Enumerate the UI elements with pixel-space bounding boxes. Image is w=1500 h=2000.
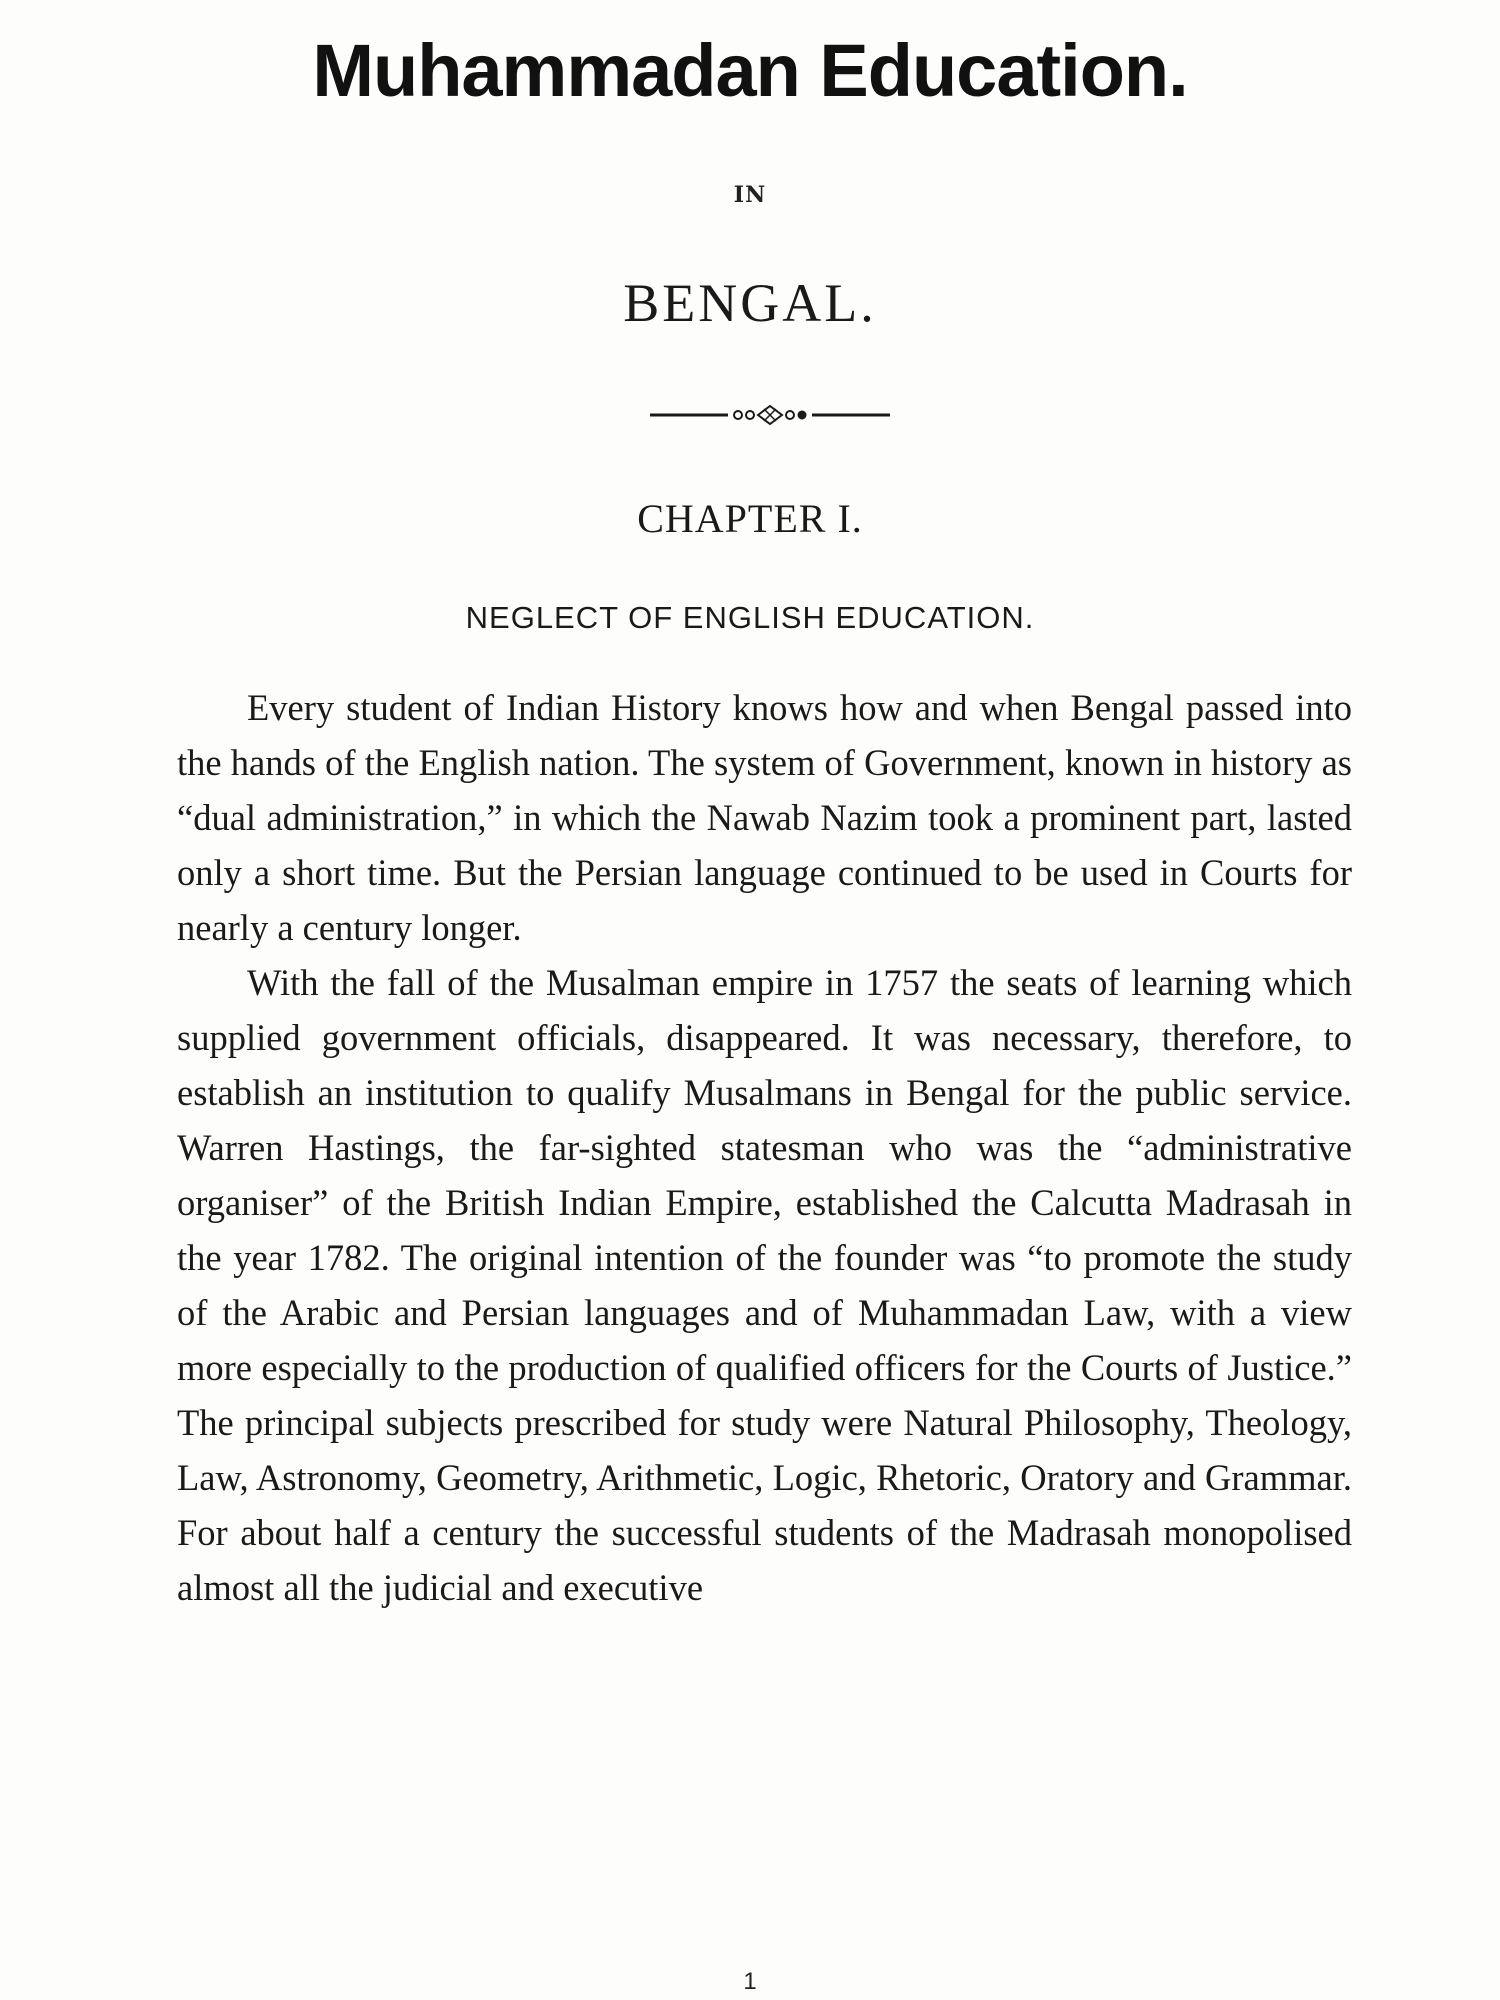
paragraph: With the fall of the Musalman empire in 1757 the seats of learning which supplied government officials, disappeared. It was necessary, therefore, to establish an institution to qualify Musalmans in Bengal for the public service. Warren Hastings, the far-sighted statesman who was the “administrative organiser” of the British Indian Empire, established the Calcutta Madrasah in the year 1782. The original intention of the founder was “to promote the study of the Arabic and Persian languages and of Muhammadan Law, with a view more especially to the production of qualified officers for the Courts of Justice.” The principal subjects prescribed for study were Natural Philosophy, Theology, Law, Astronomy, Geometry, Arithmetic, Logic, Rhetoric, Oratory and Grammar. For about half a century the successful students of the Madrasah monopolised almost all the judicial and executive: [177, 962, 1352, 1608]
chapter-heading: CHAPTER I.: [637, 496, 863, 541]
page-title: Muhammadan Education.: [312, 29, 1188, 112]
decorative-rule-icon: [650, 400, 890, 430]
page-number: 1: [743, 1968, 757, 1995]
title-place: BENGAL.: [623, 273, 877, 333]
paragraph: Every student of Indian History knows how and when Bengal passed into the hands of the English nation. The system of Government, known in history as “dual administration,” in which the Nawab Nazim took a prominent part, lasted only a short time. But the Persian language continued to be used in Courts for nearly a century longer.: [177, 687, 1352, 948]
chapter-subheading: NEGLECT OF ENGLISH EDUCATION.: [465, 600, 1035, 635]
body-text: [177, 680, 1352, 1615]
title-connector: IN: [733, 182, 767, 208]
